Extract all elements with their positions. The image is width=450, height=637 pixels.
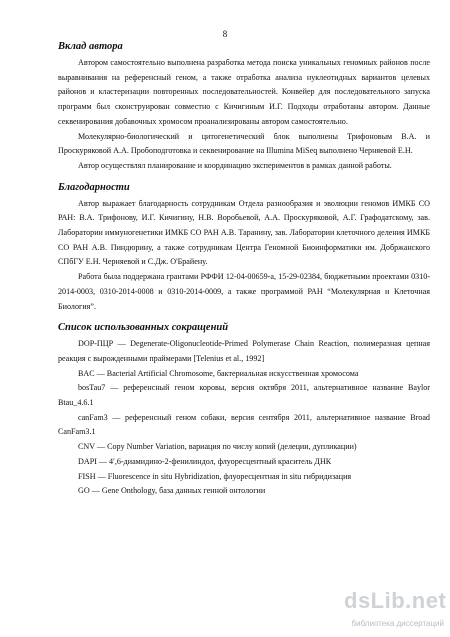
- page-content: [58, 40, 430, 506]
- abbreviation-item: [58, 367, 430, 382]
- abbreviation-term: FISH: [78, 471, 96, 481]
- abbreviation-definition: — Copy Number Variation, вариация по числу копий (делеции, дупликации): [96, 442, 357, 452]
- paragraph: Автором самостоятельно выполнена разработка метода поиска уникальных геномных районов после выравнивания на референсный геном, а также отработка анализа нуклеотидных вариантов целевых районов и кластеризации повторенных последовательностей. Конвейер для последовательного запуска программ был сконструирован совместно с Кичигиным И.Г. Подходы отработаны автором. Данные секвенирования добавочных хромосом проанализированы автором самостоятельно.: [58, 58, 430, 126]
- abbreviation-definition: — референсный геном коровы, версия октября 2011, альтернативное название Baylor Btau_4.6.1: [58, 383, 430, 408]
- abbreviation-term: BAC: [78, 368, 95, 378]
- paragraph: Автор осуществлял планирование и координацию экспериментов в рамках данной работы.: [78, 160, 392, 170]
- abbreviation-item: [58, 337, 430, 366]
- dslib-watermark-link[interactable]: [326, 588, 450, 634]
- page-number: 8: [222, 29, 228, 39]
- abbreviation-definition: — Degenerate-Oligonucleotide-Primed Polymerase Chain Reaction, полимеразная цепная реакция с вырожденными праймерами [Telenius et al., 1992]: [58, 339, 431, 363]
- abbreviation-term: DOP-ПЦР: [78, 339, 114, 349]
- dslib-subtitle: библиотека диссертаций: [351, 619, 444, 628]
- section-title-author: Вклад автора: [58, 41, 123, 52]
- abbreviation-term: DAPI: [78, 456, 97, 466]
- section-author-contribution: [58, 40, 430, 174]
- section-title-abbreviations: Список использованных сокращений: [58, 322, 229, 334]
- abbreviation-definition: — Gene Onthology, база данных генной онтологии: [91, 486, 266, 496]
- abbreviation-definition: — Fluorescence in situ Hybridization, флуоресцентная in situ гибридизация: [97, 471, 352, 481]
- abbreviation-definition: — референсный геном собаки, версия сентября 2011, альтернативное название Broad CanFam3.1: [58, 412, 430, 437]
- abbreviation-item: [58, 455, 430, 470]
- abbreviation-term: canFam3: [78, 412, 108, 422]
- abbreviation-item: [58, 381, 430, 410]
- section-title-thanks: Благодарности: [58, 181, 130, 193]
- abbreviation-definition: — Bacterial Artificial Chromosome, бактериальная искусственная хромосома: [96, 368, 359, 378]
- abbreviation-item: [58, 440, 430, 455]
- abbreviation-item: [58, 484, 430, 499]
- abbreviation-term: bosTau7: [78, 383, 106, 393]
- abbreviation-definition: — 4′,6-диамидино-2-фенилиндол, флуоресцентный краситель ДНК: [98, 456, 332, 466]
- paragraph: Работа была поддержана грантами РФФИ 12-04-00659-а, 15-29-02384, бюджетными проектами 0310-2014-0003, 0310-2014-0008 и 0310-2014-0009, а также программой РАН “Молекулярная и Клеточная Биология”.: [58, 272, 430, 311]
- abbreviation-term: CNV: [78, 442, 95, 452]
- abbreviation-term: GO: [78, 486, 90, 496]
- paragraph: Молекулярно-биологический и цитогенетический блок выполнены Трифоновым В.А. и Проскуряковой А.А. Пробоподготовка и секвенирование на Illumina MiSeq выполнено Черняевой Е.Н.: [58, 131, 430, 156]
- section-abbreviations: [58, 321, 430, 499]
- section-acknowledgements: [58, 181, 430, 315]
- abbreviation-item: [58, 470, 430, 485]
- abbreviation-item: [58, 411, 430, 440]
- paragraph: Автор выражает благодарность сотрудникам Отдела разнообразия и эволюции геномов ИМКБ СО РАН: В.А. Трифонову, И.Г. Кичигину, Н.В. Воробьевой, А.А. Проскуряковой, А.Г. Графодатскому, зав. Лаборатории иммуногенетики ИМКБ СО РАН А.В. Таранину, зав. Лаборатории клеточного деления ИМКБ СО РАН А.В. Пиндюрину, а также сотрудникам Центра Геномной Биоинформатики им. Добржанского СПбГУ Е.Н. Черняевой и С.Дж. О'Брайену.: [58, 198, 430, 267]
- dslib-logo: dsLib.net: [344, 588, 447, 613]
